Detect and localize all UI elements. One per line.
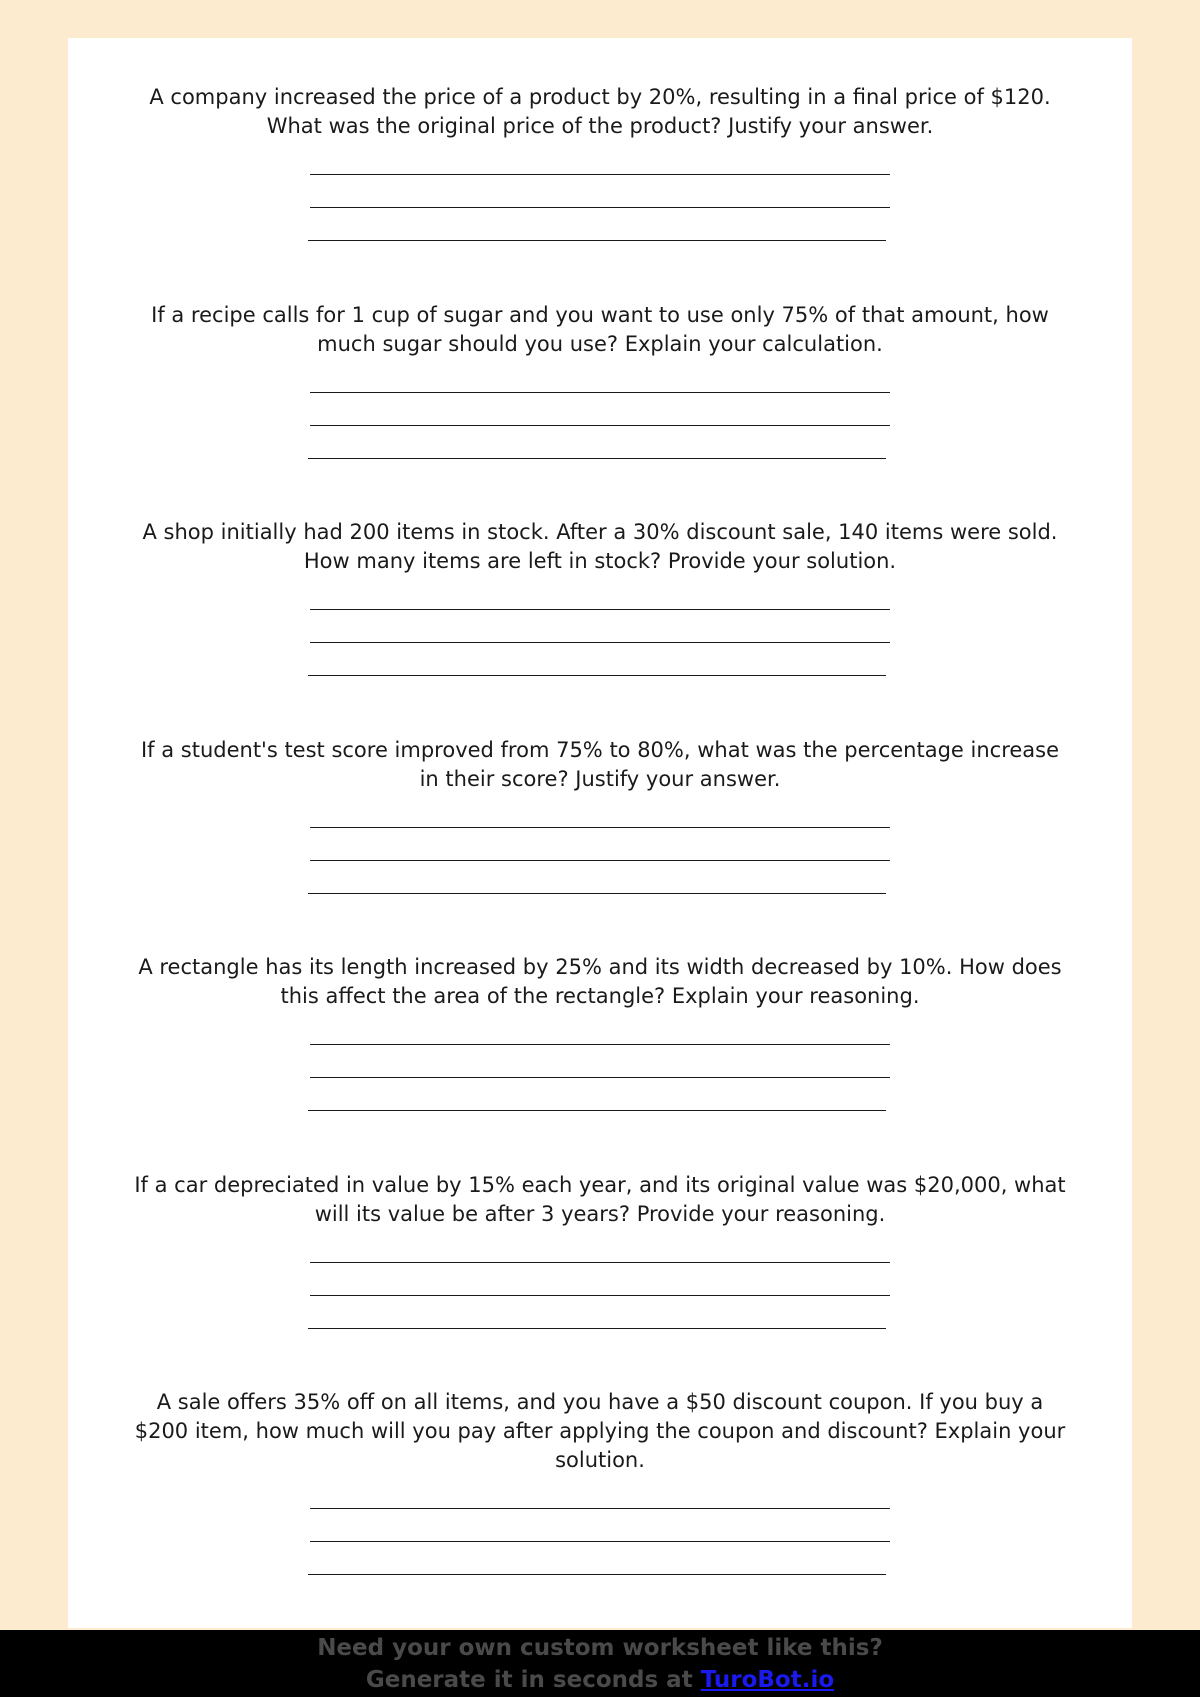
answer-line[interactable] — [68, 1304, 1132, 1337]
answer-line[interactable] — [68, 150, 1132, 183]
question-item — [68, 518, 1132, 736]
answer-line[interactable] — [68, 651, 1132, 684]
answer-line[interactable] — [68, 368, 1132, 401]
question-list — [68, 83, 1132, 1606]
question-text: A shop initially had 200 items in stock. After a 30% discount sale, 140 items were sold. How many items are left in stock? Provide your solution. — [142, 520, 1058, 573]
answer-line[interactable] — [68, 869, 1132, 902]
turobot-link[interactable]: TuroBot.io — [700, 1667, 835, 1693]
footer-subline-text: Generate it in seconds at — [365, 1667, 701, 1693]
question-item — [68, 1388, 1132, 1606]
answer-area — [68, 368, 1132, 467]
answer-area — [68, 150, 1132, 249]
question-item — [68, 953, 1132, 1171]
answer-line[interactable] — [68, 401, 1132, 434]
footer-subline — [0, 1664, 1200, 1696]
answer-line[interactable] — [68, 183, 1132, 216]
question-item — [68, 736, 1132, 954]
answer-area — [68, 1484, 1132, 1583]
question-text: A sale offers 35% off on all items, and you have a $50 discount coupon. If you buy a $200 item, how much will you pay after applying the coupon and discount? Explain your solution. — [134, 1390, 1066, 1472]
answer-area — [68, 585, 1132, 684]
answer-line[interactable] — [68, 618, 1132, 651]
answer-line[interactable] — [68, 803, 1132, 836]
promo-footer — [0, 1630, 1200, 1697]
question-text: A rectangle has its length increased by 25% and its width decreased by 10%. How does this affect the area of the rectangle? Explain your reasoning. — [138, 955, 1062, 1008]
answer-line[interactable] — [68, 1238, 1132, 1271]
question-item — [68, 1171, 1132, 1389]
question-text: If a car depreciated in value by 15% each year, and its original value was $20,000, what will its value be after 3 years? Provide your reasoning. — [134, 1172, 1066, 1226]
answer-line[interactable] — [68, 434, 1132, 467]
question-text: If a recipe calls for 1 cup of sugar and you want to use only 75% of that amount, how much sugar should you use? Explain your calculation. — [151, 302, 1049, 356]
answer-line[interactable] — [68, 1053, 1132, 1086]
question-text: If a student's test score improved from 75% to 80%, what was the percentage increase in their score? Justify your answer. — [140, 737, 1060, 791]
answer-line[interactable] — [68, 836, 1132, 869]
answer-area — [68, 803, 1132, 902]
question-item — [68, 301, 1132, 519]
footer-headline: Need your own custom worksheet like this? — [317, 1635, 883, 1661]
answer-line[interactable] — [68, 1550, 1132, 1583]
answer-area — [68, 1020, 1132, 1119]
answer-line[interactable] — [68, 1271, 1132, 1304]
question-item — [68, 83, 1132, 301]
worksheet-page — [68, 38, 1132, 1628]
answer-line[interactable] — [68, 1517, 1132, 1550]
answer-line[interactable] — [68, 1086, 1132, 1119]
answer-area — [68, 1238, 1132, 1337]
answer-line[interactable] — [68, 1484, 1132, 1517]
answer-line[interactable] — [68, 585, 1132, 618]
question-text: A company increased the price of a product by 20%, resulting in a final price of $120. What was the original price of the product? Justify your answer. — [149, 85, 1051, 138]
answer-line[interactable] — [68, 1020, 1132, 1053]
answer-line[interactable] — [68, 216, 1132, 249]
